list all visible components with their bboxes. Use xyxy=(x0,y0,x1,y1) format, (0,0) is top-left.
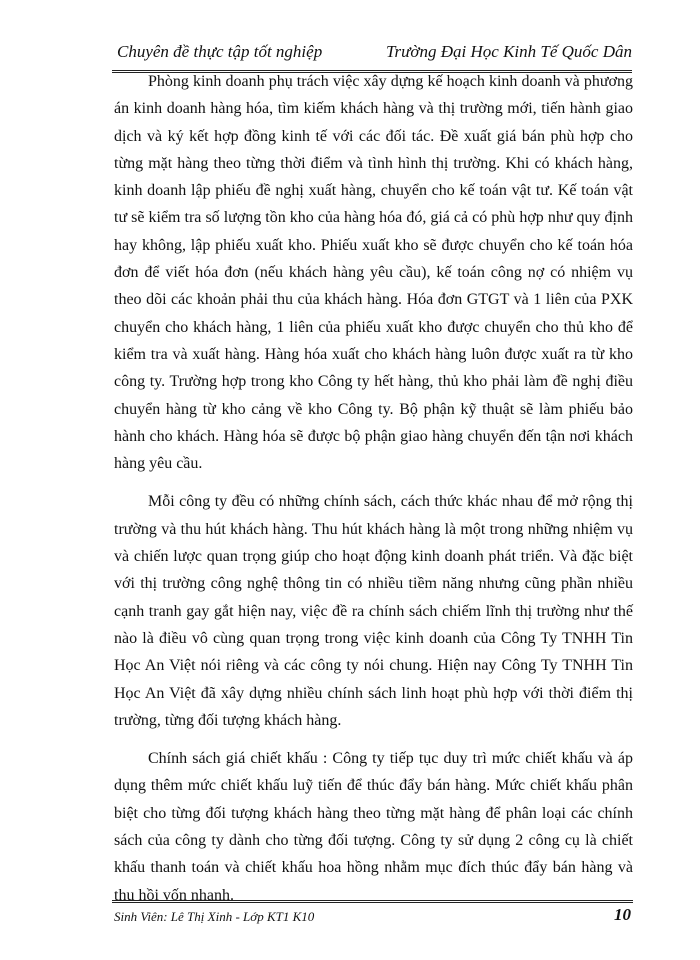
paragraph-market-policy: Mỗi công ty đều có những chính sách, cách thức khác nhau để mở rộng thị trường và thu hút khách hàng. Thu hút khách hàng là một trong những nhiệm vụ và chiến lược quan trọng giúp cho hoạt động kinh doanh phát triển. Và đặc biệt với thị trường công nghệ thông tin có nhiều tiềm năng nhưng cũng phần nhiều cạnh tranh gay gắt hiện nay, việc đề ra chính sách chiếm lĩnh thị trường như thế nào là điều vô cùng quan trọng trong việc kinh doanh của Công Ty TNHH Tin Học An Việt nói riêng và các công ty nói chung. Hiện nay Công Ty TNHH Tin Học An Việt đã xây dựng nhiều chính sách linh hoạt phù hợp với thời điểm thị trường, từng đối tượng khách hàng. xyxy=(114,493,633,729)
footer-student-info: Sinh Viên: Lê Thị Xinh - Lớp KT1 K10 xyxy=(114,909,315,924)
page-number: 10 xyxy=(614,905,631,924)
paragraph-sales-department: Phòng kinh doanh phụ trách việc xây dựng kế hoạch kinh doanh và phương án kinh doanh hàng hóa, tìm kiếm khách hàng và thị trường mới, tiến hành giao dịch và ký kết hợp đồng kinh tế với các đối tác. Đề xuất giá bán phù hợp cho từng mặt hàng theo từng thời điểm và tình hình thị trường. Khi có khách hàng, kinh doanh lập phiếu đề nghị xuất hàng, chuyển cho kế toán vật tư. Kế toán vật tư sẽ kiểm tra số lượng tồn kho của hàng hóa đó, giá cả có phù hợp như quy định hay không, lập phiếu xuất kho. Phiếu xuất kho sẽ được chuyển cho kế toán hóa đơn để viết hóa đơn (nếu khách hàng yêu cầu), kế toán công nợ có nhiệm vụ theo dõi các khoản phải thu của khách hàng. Hóa đơn GTGT và 1 liên của PXK chuyển cho khách hàng, 1 liên của phiếu xuất kho được chuyển cho thủ kho để kiểm tra và xuất hàng. Hàng hóa xuất cho khách hàng luôn được xuất ra từ kho công ty. Trường hợp trong kho Công ty hết hàng, thủ kho phải làm đề nghị điều chuyển hàng từ kho cảng về kho Công ty. Bộ phận kỹ thuật sẽ làm phiếu bảo hành cho khách. Hàng hóa sẽ được bộ phận giao hàng chuyển đến tận nơi khách hàng yêu cầu. xyxy=(114,73,633,473)
paragraph-discount-policy: Chính sách giá chiết khấu : Công ty tiếp tục duy trì mức chiết khấu và áp dụng thêm mức chiết khấu luỹ tiến để thúc đẩy bán hàng. Mức chiết khấu phân biệt cho từng đối tượng khách hàng theo từng mặt hàng để phân loại các chính sách của công ty dành cho từng đối tượng. Công ty sử dụng 2 công cụ là chiết khấu thanh toán và chiết khấu hoa hồng nhằm mục đích thúc đẩy bán hàng và thu hồi vốn nhanh. xyxy=(114,750,633,904)
header-university-name: Trường Đại Học Kinh Tế Quốc Dân xyxy=(386,42,632,61)
body-text xyxy=(114,68,633,909)
header-report-title: Chuyên đề thực tập tốt nghiệp xyxy=(117,42,323,61)
page-footer xyxy=(112,900,633,933)
